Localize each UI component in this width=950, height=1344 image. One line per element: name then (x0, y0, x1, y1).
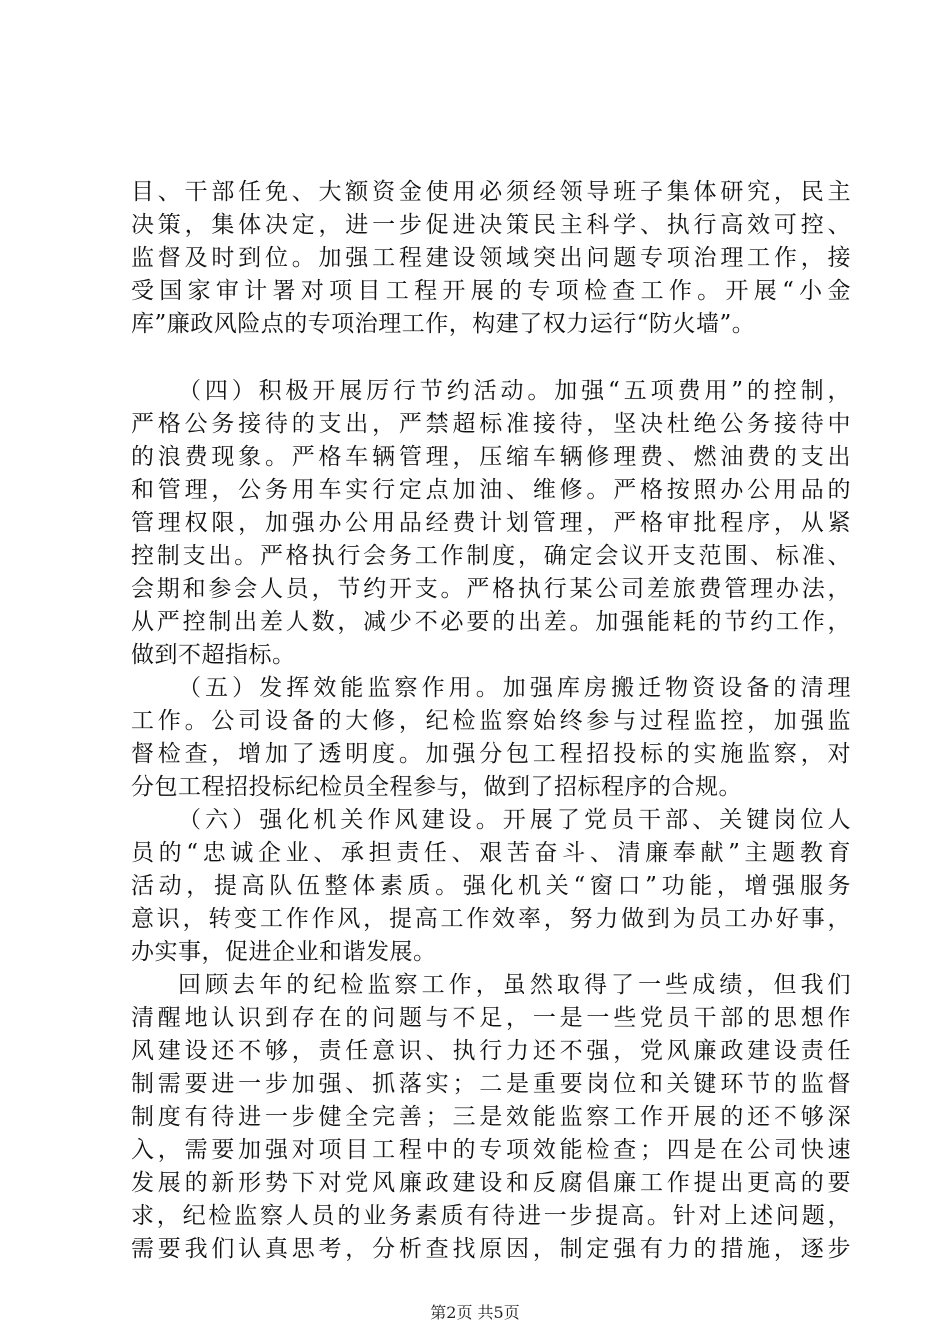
page-number-label: 第2页 共5页 (430, 1303, 520, 1322)
paragraph-section-4 (131, 375, 851, 672)
text-line: 严格公务接待的支出，严禁超标准接待，坚决杜绝公务接待中 (131, 411, 851, 437)
text-line: 的浪费现象。严格车辆管理，压缩车辆修理费、燃油费的支出 (131, 444, 851, 470)
text-line: 会期和参会人员，节约开支。严格执行某公司差旅费管理办法， (131, 576, 851, 602)
text-line: 做到不超指标。 (131, 642, 296, 668)
text-line: 员的“忠诚企业、承担责任、艰苦奋斗、清廉奉献”主题教育 (131, 840, 851, 866)
paragraph-review (131, 969, 851, 1266)
text-line: 工作。公司设备的大修，纪检监察始终参与过程监控，加强监 (131, 708, 851, 734)
text-line: （四）积极开展厉行节约活动。加强“五项费用”的控制， (178, 378, 851, 404)
text-line: 意识，转变工作作风，提高工作效率，努力做到为员工办好事， (131, 906, 851, 932)
text-line: 入，需要加强对项目工程中的专项效能检查；四是在公司快速 (131, 1137, 851, 1163)
text-line: 决策，集体决定，进一步促进决策民主科学、执行高效可控、 (131, 212, 851, 238)
text-line: 风建设还不够，责任意识、执行力还不强，党风廉政建设责任 (131, 1038, 851, 1064)
text-line: 需要我们认真思考，分析查找原因，制定强有力的措施，逐步 (131, 1236, 851, 1262)
paragraph-continuation (131, 176, 851, 341)
text-line: 目、干部任免、大额资金使用必须经领导班子集体研究，民主 (131, 179, 851, 205)
text-line: 库”廉政风险点的专项治理工作，构建了权力运行“防火墙”。 (131, 311, 756, 337)
text-line: 从严控制出差人数，减少不必要的出差。加强能耗的节约工作， (131, 609, 851, 635)
text-line: 督检查，增加了透明度。加强分包工程招投标的实施监察，对 (131, 741, 851, 767)
text-line: （五）发挥效能监察作用。加强库房搬迁物资设备的清理 (178, 675, 851, 701)
text-line: 求，纪检监察人员的业务素质有待进一步提高。针对上述问题， (131, 1203, 851, 1229)
paragraph-section-6 (131, 804, 851, 969)
text-line: 管理权限，加强办公用品经费计划管理，严格审批程序，从紧 (131, 510, 851, 536)
text-line: 控制支出。严格执行会务工作制度，确定会议开支范围、标准、 (131, 543, 851, 569)
text-line: 活动，提高队伍整体素质。强化机关“窗口”功能，增强服务 (131, 873, 851, 899)
text-line: 发展的新形势下对党风廉政建设和反腐倡廉工作提出更高的要 (131, 1170, 851, 1196)
text-line: 清醒地认识到存在的问题与不足，一是一些党员干部的思想作 (131, 1005, 851, 1031)
text-line: 和管理，公务用车实行定点加油、维修。严格按照办公用品的 (131, 477, 851, 503)
document-body (131, 176, 851, 1266)
paragraph-gap (131, 341, 851, 375)
text-line: 监督及时到位。加强工程建设领域突出问题专项治理工作，接 (131, 245, 851, 271)
text-line: 受国家审计署对项目工程开展的专项检查工作。开展“小金 (131, 278, 851, 304)
text-line: （六）强化机关作风建设。开展了党员干部、关键岗位人 (178, 807, 851, 833)
text-line: 办实事，促进企业和谐发展。 (131, 939, 437, 965)
page-footer (0, 1303, 950, 1323)
text-line: 制需要进一步加强、抓落实；二是重要岗位和关键环节的监督 (131, 1071, 851, 1097)
text-line: 分包工程招投标纪检员全程参与，做到了招标程序的合规。 (131, 774, 742, 800)
paragraph-section-5 (131, 672, 851, 804)
text-line: 回顾去年的纪检监察工作，虽然取得了一些成绩，但我们 (178, 972, 851, 998)
text-line: 制度有待进一步健全完善；三是效能监察工作开展的还不够深 (131, 1104, 851, 1130)
